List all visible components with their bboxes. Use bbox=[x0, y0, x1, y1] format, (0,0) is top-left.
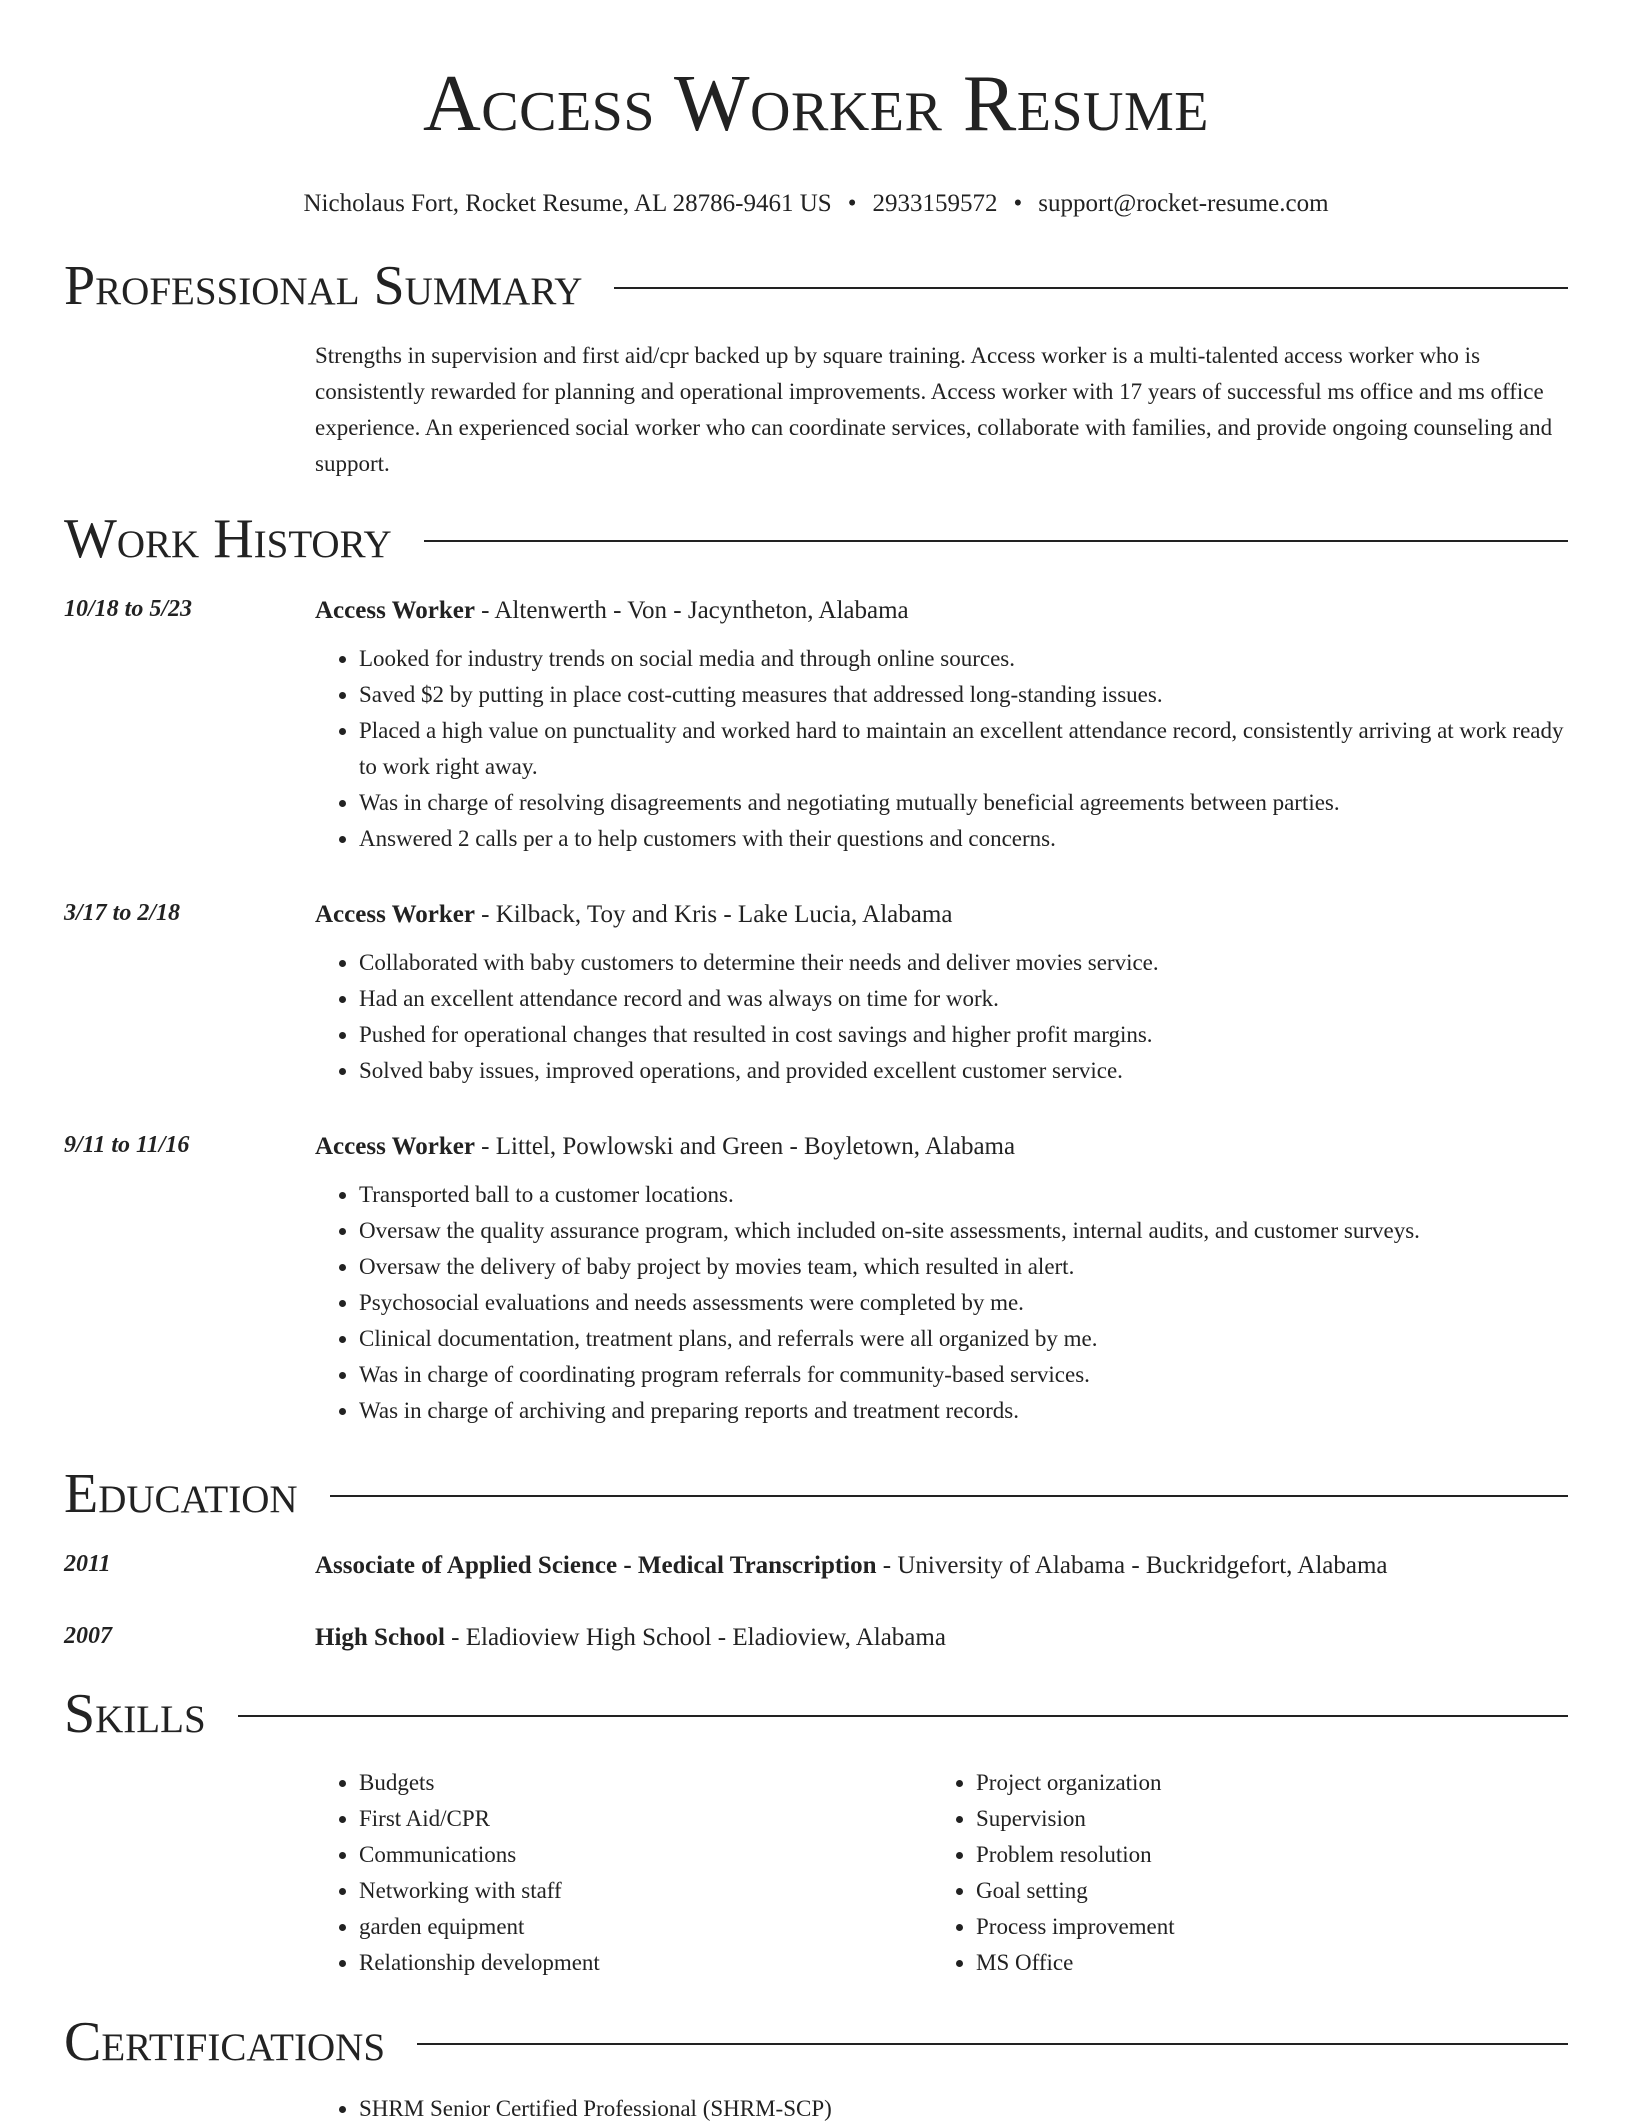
job-heading bbox=[315, 596, 1568, 626]
job-title: Access Worker bbox=[315, 597, 475, 624]
education-heading-line bbox=[315, 1551, 1568, 1581]
job-bullet: • Was in charge of archiving and preparing reports and treatment records. bbox=[359, 1393, 1568, 1429]
job-bullet: • Pushed for operational changes that resulted in cost savings and higher profit margins. bbox=[359, 1017, 1568, 1053]
skills-column-right bbox=[932, 1765, 1532, 1981]
skill-item: • Communications bbox=[359, 1837, 915, 1873]
section-divider bbox=[238, 1715, 1568, 1717]
job-bullet: • Saved $2 by putting in place cost-cutting measures that addressed long-standing issues. bbox=[359, 677, 1568, 713]
job-bullet: • Solved baby issues, improved operations, and provided excellent customer service. bbox=[359, 1053, 1568, 1089]
contact-line bbox=[64, 190, 1568, 220]
job-title: Access Worker bbox=[315, 901, 475, 928]
job-bullet: • Clinical documentation, treatment plans, and referrals were all organized by me. bbox=[359, 1321, 1568, 1357]
education-heading-line bbox=[315, 1623, 1568, 1653]
skill-item: • garden equipment bbox=[359, 1909, 915, 1945]
skill-item: • Budgets bbox=[359, 1765, 915, 1801]
job-bullet: • Psychosocial evaluations and needs assessments were completed by me. bbox=[359, 1285, 1568, 1321]
job-bullet: • Oversaw the quality assurance program, which included on-site assessments, internal audits, and customer surveys. bbox=[359, 1213, 1568, 1249]
skill-item: • First Aid/CPR bbox=[359, 1801, 915, 1837]
education-degree: Associate of Applied Science - Medical Transcription bbox=[315, 1552, 877, 1579]
skills-column-left bbox=[315, 1765, 915, 1981]
education-degree: High School bbox=[315, 1624, 445, 1651]
skill-item: • Goal setting bbox=[976, 1873, 1532, 1909]
education-year: 2007 bbox=[64, 1623, 112, 1649]
job-details: - Altenwerth - Von - Jacyntheton, Alabama bbox=[474, 597, 909, 624]
certifications-list bbox=[315, 2091, 1568, 2127]
skill-item: • MS Office bbox=[976, 1945, 1532, 1981]
skill-item: • Process improvement bbox=[976, 1909, 1532, 1945]
job-bullet: • Looked for industry trends on social media and through online sources. bbox=[359, 641, 1568, 677]
job-heading bbox=[315, 900, 1568, 930]
job-bullet: • Answered 2 calls per a to help customers with their questions and concerns. bbox=[359, 821, 1568, 857]
certifications-section-header bbox=[64, 2011, 1568, 2073]
section-divider bbox=[614, 287, 1568, 289]
job-title: Access Worker bbox=[315, 1133, 475, 1160]
certification-item: • SHRM Senior Certified Professional (SHRM-SCP) bbox=[359, 2091, 1568, 2127]
skill-item: • Supervision bbox=[976, 1801, 1532, 1837]
section-divider bbox=[424, 540, 1568, 542]
skills-section-header bbox=[64, 1683, 1568, 1745]
work-section-header bbox=[64, 508, 1568, 570]
contact-phone: 2933159572 bbox=[872, 190, 998, 217]
skill-item: • Project organization bbox=[976, 1765, 1532, 1801]
education-details: - University of Alabama - Buckridgefort, Alabama bbox=[876, 1552, 1388, 1579]
certifications-heading: Certifications bbox=[64, 2011, 386, 2073]
job-bullet: • Was in charge of resolving disagreements and negotiating mutually beneficial agreements between parties. bbox=[359, 785, 1568, 821]
resume-title: Access Worker Resume bbox=[423, 60, 1209, 148]
job-bullets bbox=[315, 641, 1568, 857]
education-section-header bbox=[64, 1463, 1568, 1525]
education-year: 2011 bbox=[64, 1551, 111, 1577]
skill-item: • Relationship development bbox=[359, 1945, 915, 1981]
skills-list bbox=[315, 1765, 915, 1981]
skills-block bbox=[64, 1765, 1568, 1995]
job-dates: 3/17 to 2/18 bbox=[64, 900, 181, 926]
job-details: - Littel, Powlowski and Green - Boyletown, Alabama bbox=[474, 1133, 1016, 1160]
section-divider bbox=[417, 2043, 1568, 2045]
job-bullet: • Had an excellent attendance record and was always on time for work. bbox=[359, 981, 1568, 1017]
skill-item: • Networking with staff bbox=[359, 1873, 915, 1909]
education-details: - Eladioview High School - Eladioview, Alabama bbox=[444, 1624, 946, 1651]
job-bullet: • Placed a high value on punctuality and worked hard to maintain an excellent attendance record, consistently arriving at work ready to work right away. bbox=[359, 713, 1568, 785]
job-bullet: • Oversaw the delivery of baby project by movies team, which resulted in alert. bbox=[359, 1249, 1568, 1285]
summary-text: Strengths in supervision and first aid/cpr backed up by square training. Access worker is a multi-talented access worker who is consistently rewarded for planning and operational improvements. Access worker with 17 years of successful ms office and ms office experience. An experienced social worker who can coordinate services, collaborate with families, and provide ongoing counseling and support. bbox=[315, 343, 1553, 476]
job-bullet: • Collaborated with baby customers to determine their needs and deliver movies service. bbox=[359, 945, 1568, 981]
job-heading bbox=[315, 1132, 1568, 1162]
job-dates: 10/18 to 5/23 bbox=[64, 596, 193, 622]
summary-section-header bbox=[64, 255, 1568, 317]
resume-page bbox=[64, 0, 1568, 2121]
summary-heading: Professional Summary bbox=[64, 255, 583, 317]
contact-address: Nicholaus Fort, Rocket Resume, AL 28786-9461 US bbox=[303, 190, 832, 217]
education-heading: Education bbox=[64, 1463, 298, 1525]
job-bullets bbox=[315, 1177, 1568, 1429]
job-bullets bbox=[315, 945, 1568, 1089]
job-details: - Kilback, Toy and Kris - Lake Lucia, Alabama bbox=[474, 901, 953, 928]
skills-heading: Skills bbox=[64, 1683, 206, 1745]
work-heading: Work History bbox=[64, 508, 392, 570]
contact-separator: • bbox=[847, 190, 857, 217]
skills-list bbox=[932, 1765, 1532, 1981]
contact-separator: • bbox=[1013, 190, 1023, 217]
job-bullet: • Transported ball to a customer locations. bbox=[359, 1177, 1568, 1213]
contact-email: support@rocket-resume.com bbox=[1038, 190, 1329, 217]
job-dates: 9/11 to 11/16 bbox=[64, 1132, 190, 1158]
job-bullet: • Was in charge of coordinating program referrals for community-based services. bbox=[359, 1357, 1568, 1393]
section-divider bbox=[330, 1495, 1568, 1497]
skill-item: • Problem resolution bbox=[976, 1837, 1532, 1873]
